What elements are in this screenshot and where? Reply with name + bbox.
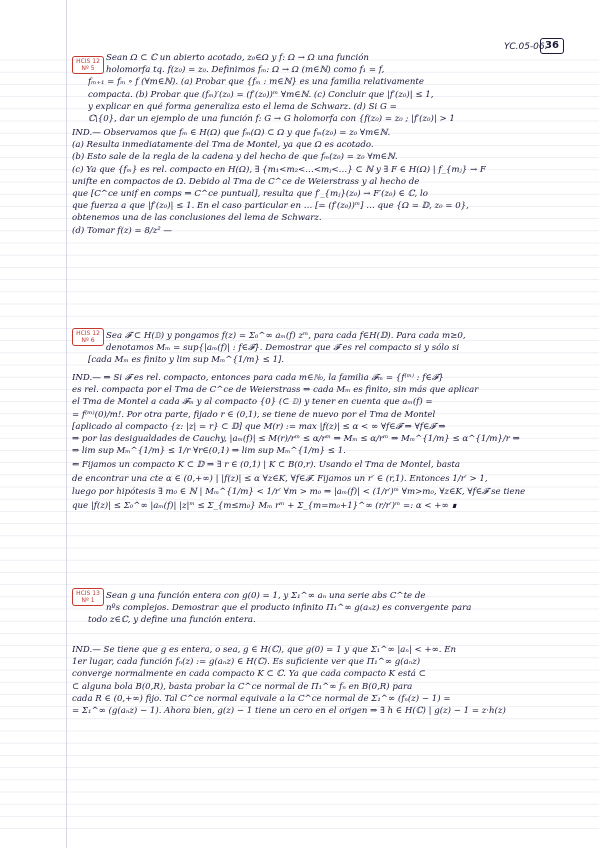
solution-line: luego por hipótesis ∃ m₀ ∈ ℕ | Mₘ^{1/m} < 1/r′ ∀m > m₀ ⇒ |aₘ(f)| < (1/r′)ᵐ ∀m>m₀, ∀z∈K, ∀f∈𝓕 se tiene [72,486,526,497]
solution-line: ⊂ alguna bola B(0,R), basta probar la C^ce normal de Π₁^∞ fₙ en B(0,R) para [72,681,413,692]
solution-line: que [C^ce unif en comps ⇒ C^ce puntual], resulta que f′_{mⱼ}(z₀) → F′(z₀) ∈ ℂ, lo [72,188,428,199]
statement-line: Sean g una función entera con g(0) = 1, y Σ₁^∞ aₙ una serie abs C^te de [106,591,426,601]
solution-line: = Σ₁^∞ (g(aₙz) − 1). Ahora bien, g(z) − 1 tiene un cero en el origen ⇒ ∃ h ∈ H(ℂ) | g(z) − 1 = z·h(z) [72,705,506,716]
solution-line: obtenemos una de las conclusiones del lema de Schwarz. [72,213,322,224]
statement-line: holomorfa tq. f(z₀) = z₀. Definimos fₘ: Ω → Ω (m∈ℕ) como f₁ = f, [106,65,385,76]
stamp-line: HCIS 12 [76,330,100,337]
statement-line: denotamos Mₘ = sup{|aₘ(f)| : f∈𝓕}. Demostrar que 𝓕 es rel compacto si y sólo si [106,343,460,354]
problem-1-statement [88,590,573,627]
statement-line: Sea 𝓕 ⊂ H(𝔻) y pongamos f(z) = Σ₀^∞ aₘ(f) zᵐ, para cada f∈H(𝔻). Para cada m≥0, [106,331,466,341]
solution-line: (a) Resulta inmediatamente del Tma de Montel, ya que Ω es acotado. [72,140,374,151]
stamp-line: Nº 6 [81,337,95,344]
solution-line: [aplicado al compacto {z: |z| = r} ⊂ 𝔻] que M(r) := max |f(z)| ≤ α < ∞ ∀f∈𝓕 ⇒ ∀f∈𝓕 ⇒ [72,421,446,432]
problem-1-solution [72,644,572,717]
statement-line: nºs complejos. Demostrar que el producto infinito Π₁^∞ g(aₙz) es convergente para [106,603,472,614]
solution-line: ⇒ por las desigualdades de Cauchy, |aₘ(f)| ≤ M(r)/rᵐ ≤ α/rᵐ ⇒ Mₘ ≤ α/rᵐ ⇒ Mₘ^{1/m} ≤ α^{1/m}/r ⇒ [72,433,520,444]
solution-line: unifte en compactos de Ω. Debido al Tma de C^ce de Weierstrass y al hecho de [72,176,420,187]
solution-line: es rel. compacta por el Tma de C^ce de Weierstrass ⇒ cada Mₘ es finito, sin más que aplicar [72,385,479,396]
problem-5-statement [88,52,573,125]
statement-line: y explicar en qué forma generaliza esto el lema de Schwarz. (d) Si G = [88,101,397,112]
statement-line: ℂ\{0}, dar un ejemplo de una función f: G → G holomorfa con {f(z₀) = z₀ ; |f′(z₀)| > 1 [88,113,455,124]
solution-line: = f⁽ᵐ⁾(0)/m!. Por otra parte, fijado r ∈ (0,1), se tiene de nuevo por el Tma de Montel [72,409,436,420]
page-number-badge: 36 [540,38,564,54]
statement-line: fₘ₊₁ = fₘ ∘ f (∀m∈ℕ). (a) Probar que {fₘ : m∈ℕ} es una familia relativamente [88,77,424,88]
solution-line: IND.— Observamos que fₘ ∈ H(Ω) que fₘ(Ω) ⊂ Ω y que fₘ(z₀) = z₀ ∀m∈ℕ. [72,128,391,138]
statement-line: todo z∈ℂ, y define una función entera. [88,615,256,626]
solution-line: de encontrar una cte α ∈ (0,+∞) | |f(z)| ≤ α ∀z∈K, ∀f∈𝓕. Fijamos un r′ ∈ (r,1). Entonces 1/r′ > 1, [72,474,488,485]
stamp-line: Nº 5 [81,65,95,72]
solution-line: ⇒ lim sup Mₘ^{1/m} ≤ 1/r ∀r∈(0,1) ⇒ lim sup Mₘ^{1/m} ≤ 1. [72,446,346,457]
statement-line: Sean Ω ⊂ ℂ un abierto acotado, z₀∈Ω y f: Ω → Ω una función [106,53,369,63]
solution-line: cada R ∈ (0,+∞) fijo. Tal C^ce normal equivale a la C^ce normal de Σ₁^∞ (fₙ(z) − 1) = [72,693,451,704]
margin-line [66,0,67,848]
solution-line: (c) Ya que {fₘ} es rel. compacto en H(Ω), ∃ {m₁<m₂<…<mⱼ<…} ⊂ ℕ y ∃ F ∈ H(Ω) | f_{mⱼ} → F [72,164,486,175]
solution-line: converge normalmente en cada compacto K ⊂ ℂ. Ya que cada compacto K está ⊂ [72,669,426,680]
page-reference: YC.05-06. [504,42,548,52]
solution-line: el Tma de Montel a cada 𝓕ₘ y al compacto {0} (⊂ 𝔻) y tener en cuenta que aₘ(f) = [72,397,433,408]
problem-5-solution [72,127,572,237]
statement-line: compacta. (b) Probar que (fₘ)′(z₀) = (f′(z₀))ᵐ ∀m∈ℕ. (c) Concluir que |f′(z₀)| ≤ 1, [88,89,434,100]
solution-line: ⇐ Fijamos un compacto K ⊂ 𝔻 ⇒ ∃ r ∈ (0,1) | K ⊂ B(0,r). Usando el Tma de Montel, basta [72,460,460,471]
solution-line: que |f(z)| ≤ Σ₀^∞ |aₘ(f)| |z|ᵐ ≤ Σ_{m≤m₀} Mₘ rᵐ + Σ_{m=m₀+1}^∞ (r/r′)ᵐ =: α < +∞ ∎ [72,500,457,511]
solution-line: (d) Tomar f(z) = 8/z² — [72,225,173,236]
problem-6-solution [72,372,572,514]
stamp-line: HCIS 12 [76,58,100,65]
stamp-line: Nº 1 [81,597,95,604]
solution-line: IND.— Se tiene que g es entera, o sea, g ∈ H(ℂ), que g(0) = 1 y que Σ₁^∞ |aₙ| < +∞. En [72,645,457,655]
problem-6-statement [88,330,573,367]
stamp-line: HCIS 13 [76,590,100,597]
solution-line: IND.— ⇒ Si 𝓕 es rel. compacto, entonces para cada m∈ℕ₀, la familia 𝓕ₘ = {f⁽ᵐ⁾ : f∈𝓕} [72,373,444,383]
solution-line: que fuerza a que |f′(z₀)| ≤ 1. En el caso particular en … [= (f′(z₀))ᵐ] … que {Ω = 𝔻, z₀ = 0}, [72,201,469,212]
solution-line: (b) Esto sale de la regla de la cadena y del hecho de que fₘ(z₀) = z₀ ∀m∈ℕ. [72,152,398,163]
solution-line: 1er lugar, cada función fₙ(z) := g(aₙz) ∈ H(ℂ). Es suficiente ver que Π₁^∞ g(aₙz) [72,657,421,668]
statement-line: [cada Mₘ es finito y lim sup Mₘ^{1/m} ≤ 1]. [88,355,285,366]
